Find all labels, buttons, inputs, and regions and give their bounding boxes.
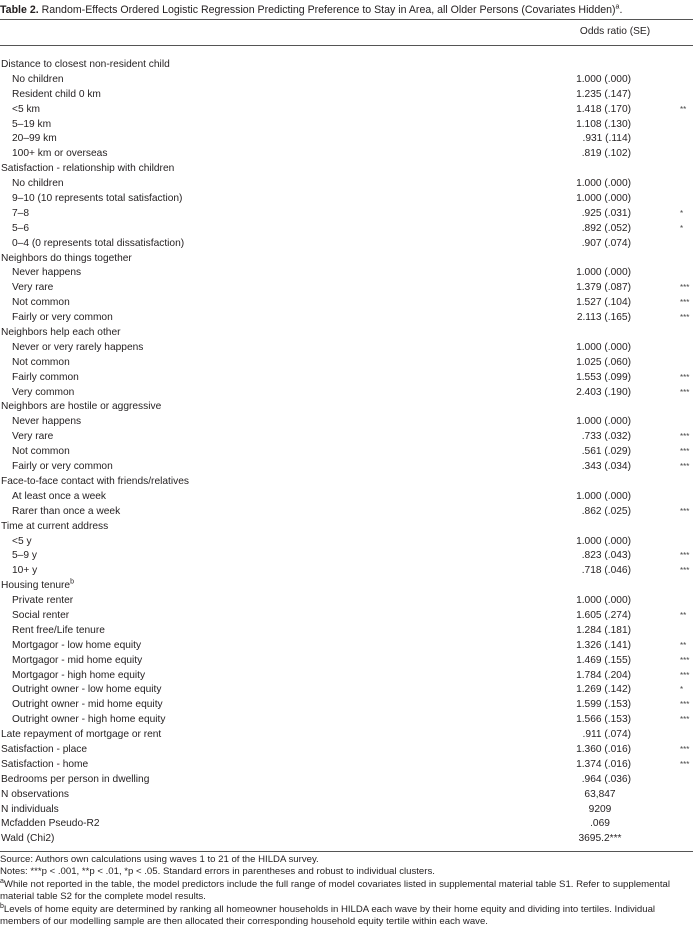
row-label [1,162,174,177]
row-label [1,252,132,267]
row-label-text: Distance to closest non-resident child [1,59,170,70]
odds-ratio-value: 1.360 (.016) [576,743,631,755]
row-label [12,490,106,505]
table-group-header [0,400,693,415]
odds-ratio-value: 1.000 (.000) [576,73,631,85]
row-label-text: Never happens [12,267,82,279]
row-label-text: Outright owner - low home equity [12,684,162,696]
row-label-text: Not common [12,297,70,309]
significance-stars: *** [680,759,690,769]
odds-ratio-value: .892 (.052) [581,222,631,234]
odds-ratio-value: .819 (.102) [581,148,631,160]
row-label-text: Housing tenure [1,580,71,592]
table-row [0,311,693,326]
row-label-text: Very common [12,386,75,398]
table-row [0,132,693,147]
row-label-text: Social renter [12,609,70,621]
row-label-text: Neighbors help each other [1,327,121,339]
table-row [0,118,693,133]
row-label-text: Neighbors do things together [1,252,132,264]
significance-stars: *** [680,432,690,442]
significance-stars: *** [680,670,690,680]
odds-ratio-value: .931 (.114) [582,133,631,145]
table-row [0,430,693,445]
row-label-text: Mortgagor - mid home equity [12,654,143,666]
significance-stars: *** [680,313,690,323]
row-label [1,832,54,847]
odds-ratio-value: .925 (.031) [581,207,631,219]
row-label-text: Rarer than once a week [12,505,121,517]
odds-ratio-value: .862 (.025) [581,505,631,517]
row-label-text: Mcfadden Pseudo-R2 [1,818,100,830]
table-row [0,773,693,788]
table-row [0,728,693,743]
odds-ratio-value: 2.403 (.190) [576,386,631,398]
odds-ratio-value: 63,847 [584,788,616,800]
row-label [12,222,29,237]
row-label [12,118,51,133]
header-rule [0,45,693,46]
table-row [0,683,693,698]
significance-stars: * [680,685,684,695]
row-label-text: 5–19 km [12,118,52,130]
table-row [0,594,693,609]
odds-ratio-value: 9209 [588,803,612,815]
top-rule [0,19,693,20]
row-label [12,147,107,162]
row-label-text: Not common [12,446,70,458]
table-row [0,803,693,818]
table-group-header [0,520,693,535]
odds-ratio-value: 1.000 (.000) [576,341,631,353]
table-row [0,341,693,356]
table-group-header [0,579,693,594]
row-label-text: Face-to-face contact with friends/relatives [1,475,189,487]
row-label-text: 5–9 y [12,550,37,562]
row-label [12,207,29,222]
row-label [1,579,74,594]
table-row [0,207,693,222]
table-row [0,88,693,103]
column-header-odds-ratio: Odds ratio (SE) [579,26,651,37]
row-label [12,341,143,356]
table-row [0,669,693,684]
footnote-b-text: Levels of home equity are determined by ranking all homeowner households in HILDA each wave by their home equity and dividing into tertiles. Individual members of our modelling sample are then allocated their corresponding household equity tertile within each wave. [0,903,656,928]
table-row [0,103,693,118]
significance-stars: * [680,208,684,218]
odds-ratio-value: .823 (.043) [581,550,631,562]
table-group-header [0,58,693,73]
odds-ratio-value: .964 (.036) [581,773,631,785]
odds-ratio-value: 1.374 (.016) [576,758,631,770]
odds-ratio-value: 1.566 (.153) [576,714,631,726]
footnote-a-mark: a [0,877,4,885]
odds-ratio-value: 1.553 (.099) [576,371,631,383]
table-row [0,266,693,281]
row-label-text: Resident child 0 km [12,88,101,100]
odds-ratio-value: 2.113 (.165) [576,312,631,324]
table-group-header [0,252,693,267]
row-label [12,698,163,713]
odds-ratio-value: .069 [590,818,610,830]
table-row [0,490,693,505]
odds-ratio-value: .907 (.074) [581,237,631,249]
odds-ratio-value: .718 (.046) [581,565,631,577]
odds-ratio-value: 1.599 (.153) [576,699,631,711]
row-label [12,609,69,624]
significance-stars: *** [680,462,690,472]
row-label [12,683,162,698]
table-row [0,445,693,460]
table-row [0,296,693,311]
odds-ratio-value: .733 (.032) [581,431,631,443]
odds-ratio-value: 1.000 (.000) [576,535,631,547]
table-row [0,624,693,639]
row-label [1,475,189,490]
table-group-header [0,475,693,490]
table-row [0,549,693,564]
significance-stars: *** [680,387,690,397]
table-row [0,639,693,654]
table-row [0,564,693,579]
footnote-b-mark: b [0,902,4,910]
row-label [12,73,64,88]
table-row [0,817,693,832]
table-row [0,237,693,252]
row-label-text: Satisfaction - place [1,743,88,755]
row-label [1,728,161,743]
odds-ratio-value: 1.284 (.181) [576,624,631,636]
row-label-text: Outright owner - mid home equity [12,699,163,711]
row-label-text: Fairly or very common [12,312,113,324]
row-label [12,177,64,192]
table-row [0,415,693,430]
row-label-text: 7–8 [12,207,29,219]
caption-end: . [619,4,623,16]
table-row [0,177,693,192]
row-label-text: N individuals [1,803,59,815]
table-row [0,505,693,520]
significance-stars: *** [680,298,690,308]
row-label-text: Never or very rarely happens [12,341,144,353]
row-label [12,415,81,430]
significance-stars: *** [680,655,690,665]
row-label [12,505,120,520]
significance-stars: *** [680,283,690,293]
row-label-text: <5 km [12,103,41,115]
row-label [12,356,70,371]
row-label-text: Fairly or very common [12,461,113,473]
row-label-text: Bedrooms per person in dwelling [1,773,150,785]
table-group-header [0,326,693,341]
significance-stars: *** [680,744,690,754]
row-label-text: No children [12,178,64,190]
row-label [12,430,53,445]
row-label [1,788,69,803]
odds-ratio-value: 1.235 (.147) [576,88,631,100]
significance-stars: *** [680,447,690,457]
table-row [0,788,693,803]
odds-ratio-value: 1.418 (.170) [576,103,631,115]
row-label-text: Satisfaction - relationship with children [1,163,175,175]
row-label-text: Wald (Chi2) [1,833,55,845]
row-label-text: At least once a week [12,490,107,502]
row-label [12,296,70,311]
row-label-text: Never happens [12,416,82,428]
row-label [12,371,79,386]
row-label [12,460,113,475]
row-label [12,88,101,103]
row-label-text: 10+ y [12,565,38,577]
significance-stars: *** [680,700,690,710]
table-row [0,758,693,773]
footnote-notes: Notes: ***p < .001, **p < .01, *p < .05. Standard errors in parentheses and robust to individual clusters. [0,866,435,878]
table-row [0,281,693,296]
row-label [12,311,113,326]
row-label [12,266,81,281]
table-row [0,371,693,386]
caption-footnote-mark: a [615,3,620,11]
odds-ratio-value: 1.000 (.000) [576,178,631,190]
odds-ratio-value: 1.605 (.274) [576,609,631,621]
row-label-text: Time at current address [1,520,109,532]
row-label [12,654,142,669]
odds-ratio-value: .343 (.034) [581,461,631,473]
table-row [0,535,693,550]
odds-ratio-value: 1.469 (.155) [576,654,631,666]
significance-stars: *** [680,566,690,576]
footnote-source: Source: Authors own calculations using waves 1 to 21 of the HILDA survey. [0,853,319,865]
row-label [12,639,141,654]
row-label-text: Outright owner - high home equity [12,714,166,726]
table-row [0,73,693,88]
odds-ratio-value: 1.108 (.130) [576,118,631,130]
row-label-text: Not common [12,356,70,368]
row-label [12,669,145,684]
odds-ratio-value: .911 (.074) [582,729,631,741]
row-label-text: 100+ km or overseas [12,148,108,160]
significance-stars: *** [680,551,690,561]
table-row [0,832,693,847]
row-label [1,400,161,415]
row-label [1,58,170,73]
row-label-text: Fairly common [12,371,79,383]
table-row [0,609,693,624]
table-label: Table 2. [0,4,39,16]
row-label-text: Rent free/Life tenure [12,624,105,636]
row-label [1,520,108,535]
row-label-text: Mortgagor - low home equity [12,639,142,651]
table-row [0,743,693,758]
significance-stars: ** [680,104,687,114]
row-label [12,564,37,579]
odds-ratio-value: 1.527 (.104) [576,297,631,309]
row-label [1,803,59,818]
odds-ratio-value: 1.000 (.000) [576,267,631,279]
bottom-rule [0,851,693,852]
row-label-text: No children [12,73,64,85]
odds-ratio-value: 1.000 (.000) [576,595,631,607]
row-label [1,743,87,758]
row-label-text: Neighbors are hostile or aggressive [1,401,162,413]
table-row [0,222,693,237]
row-label-text: Very rare [12,282,54,294]
table-body [0,58,693,847]
odds-ratio-value: 3695.2*** [578,833,622,845]
row-label [12,237,184,252]
row-label-text: Private renter [12,595,74,607]
table-row [0,460,693,475]
odds-ratio-value: 1.000 (.000) [576,416,631,428]
significance-stars: *** [680,372,690,382]
odds-ratio-value: 1.326 (.141) [576,639,631,651]
row-label-text: 20–99 km [12,133,57,145]
row-label [1,326,121,341]
table-row [0,356,693,371]
footnote-b [0,904,693,929]
table-row [0,386,693,401]
significance-stars: *** [680,506,690,516]
footnote-a-text: While not reported in the table, the model predictors include the full range of model covariates listed in supplemental material table S1. Refer to supplemental material table S2 for the complete model results. [0,878,670,903]
row-label-text: Satisfaction - home [1,758,89,770]
row-label-text: Very rare [12,431,54,443]
significance-stars: ** [680,610,687,620]
odds-ratio-value: .561 (.029) [581,446,631,458]
row-label-text: Late repayment of mortgage or rent [1,729,162,741]
row-label [12,132,57,147]
odds-ratio-value: 1.000 (.000) [576,490,631,502]
row-label [12,386,74,401]
row-label-text: 5–6 [12,222,29,234]
row-label [1,773,149,788]
row-label [12,535,32,550]
odds-ratio-value: 1.784 (.204) [576,669,631,681]
odds-ratio-value: 1.025 (.060) [576,356,631,368]
significance-stars: * [680,223,684,233]
odds-ratio-value: 1.269 (.142) [576,684,631,696]
row-label [12,549,37,564]
table-group-header [0,162,693,177]
row-label [12,192,182,207]
row-label-text: Mortgagor - high home equity [12,669,146,681]
row-label-text: <5 y [12,535,32,547]
table-row [0,698,693,713]
row-label [12,281,53,296]
row-label [12,713,165,728]
row-label [12,624,105,639]
row-label [12,103,40,118]
table-row [0,192,693,207]
row-label [1,817,100,832]
footnote-mark: b [70,578,75,586]
row-label-text: 0–4 (0 represents total dissatisfaction) [12,237,185,249]
row-label [12,445,70,460]
table-row [0,147,693,162]
table-title [0,4,693,16]
odds-ratio-value: 1.379 (.087) [576,282,631,294]
odds-ratio-value: 1.000 (.000) [576,193,631,205]
row-label [1,758,88,773]
row-label-text: N observations [1,788,69,800]
row-label-text: 9–10 (10 represents total satisfaction) [12,193,183,205]
significance-stars: ** [680,640,687,650]
table-row [0,713,693,728]
table-caption: Random-Effects Ordered Logistic Regression Predicting Preference to Stay in Area, all Older Persons (Covariates Hidden) [41,4,616,16]
footnote-a [0,879,693,904]
table-row [0,654,693,669]
significance-stars: *** [680,715,690,725]
row-label [12,594,73,609]
